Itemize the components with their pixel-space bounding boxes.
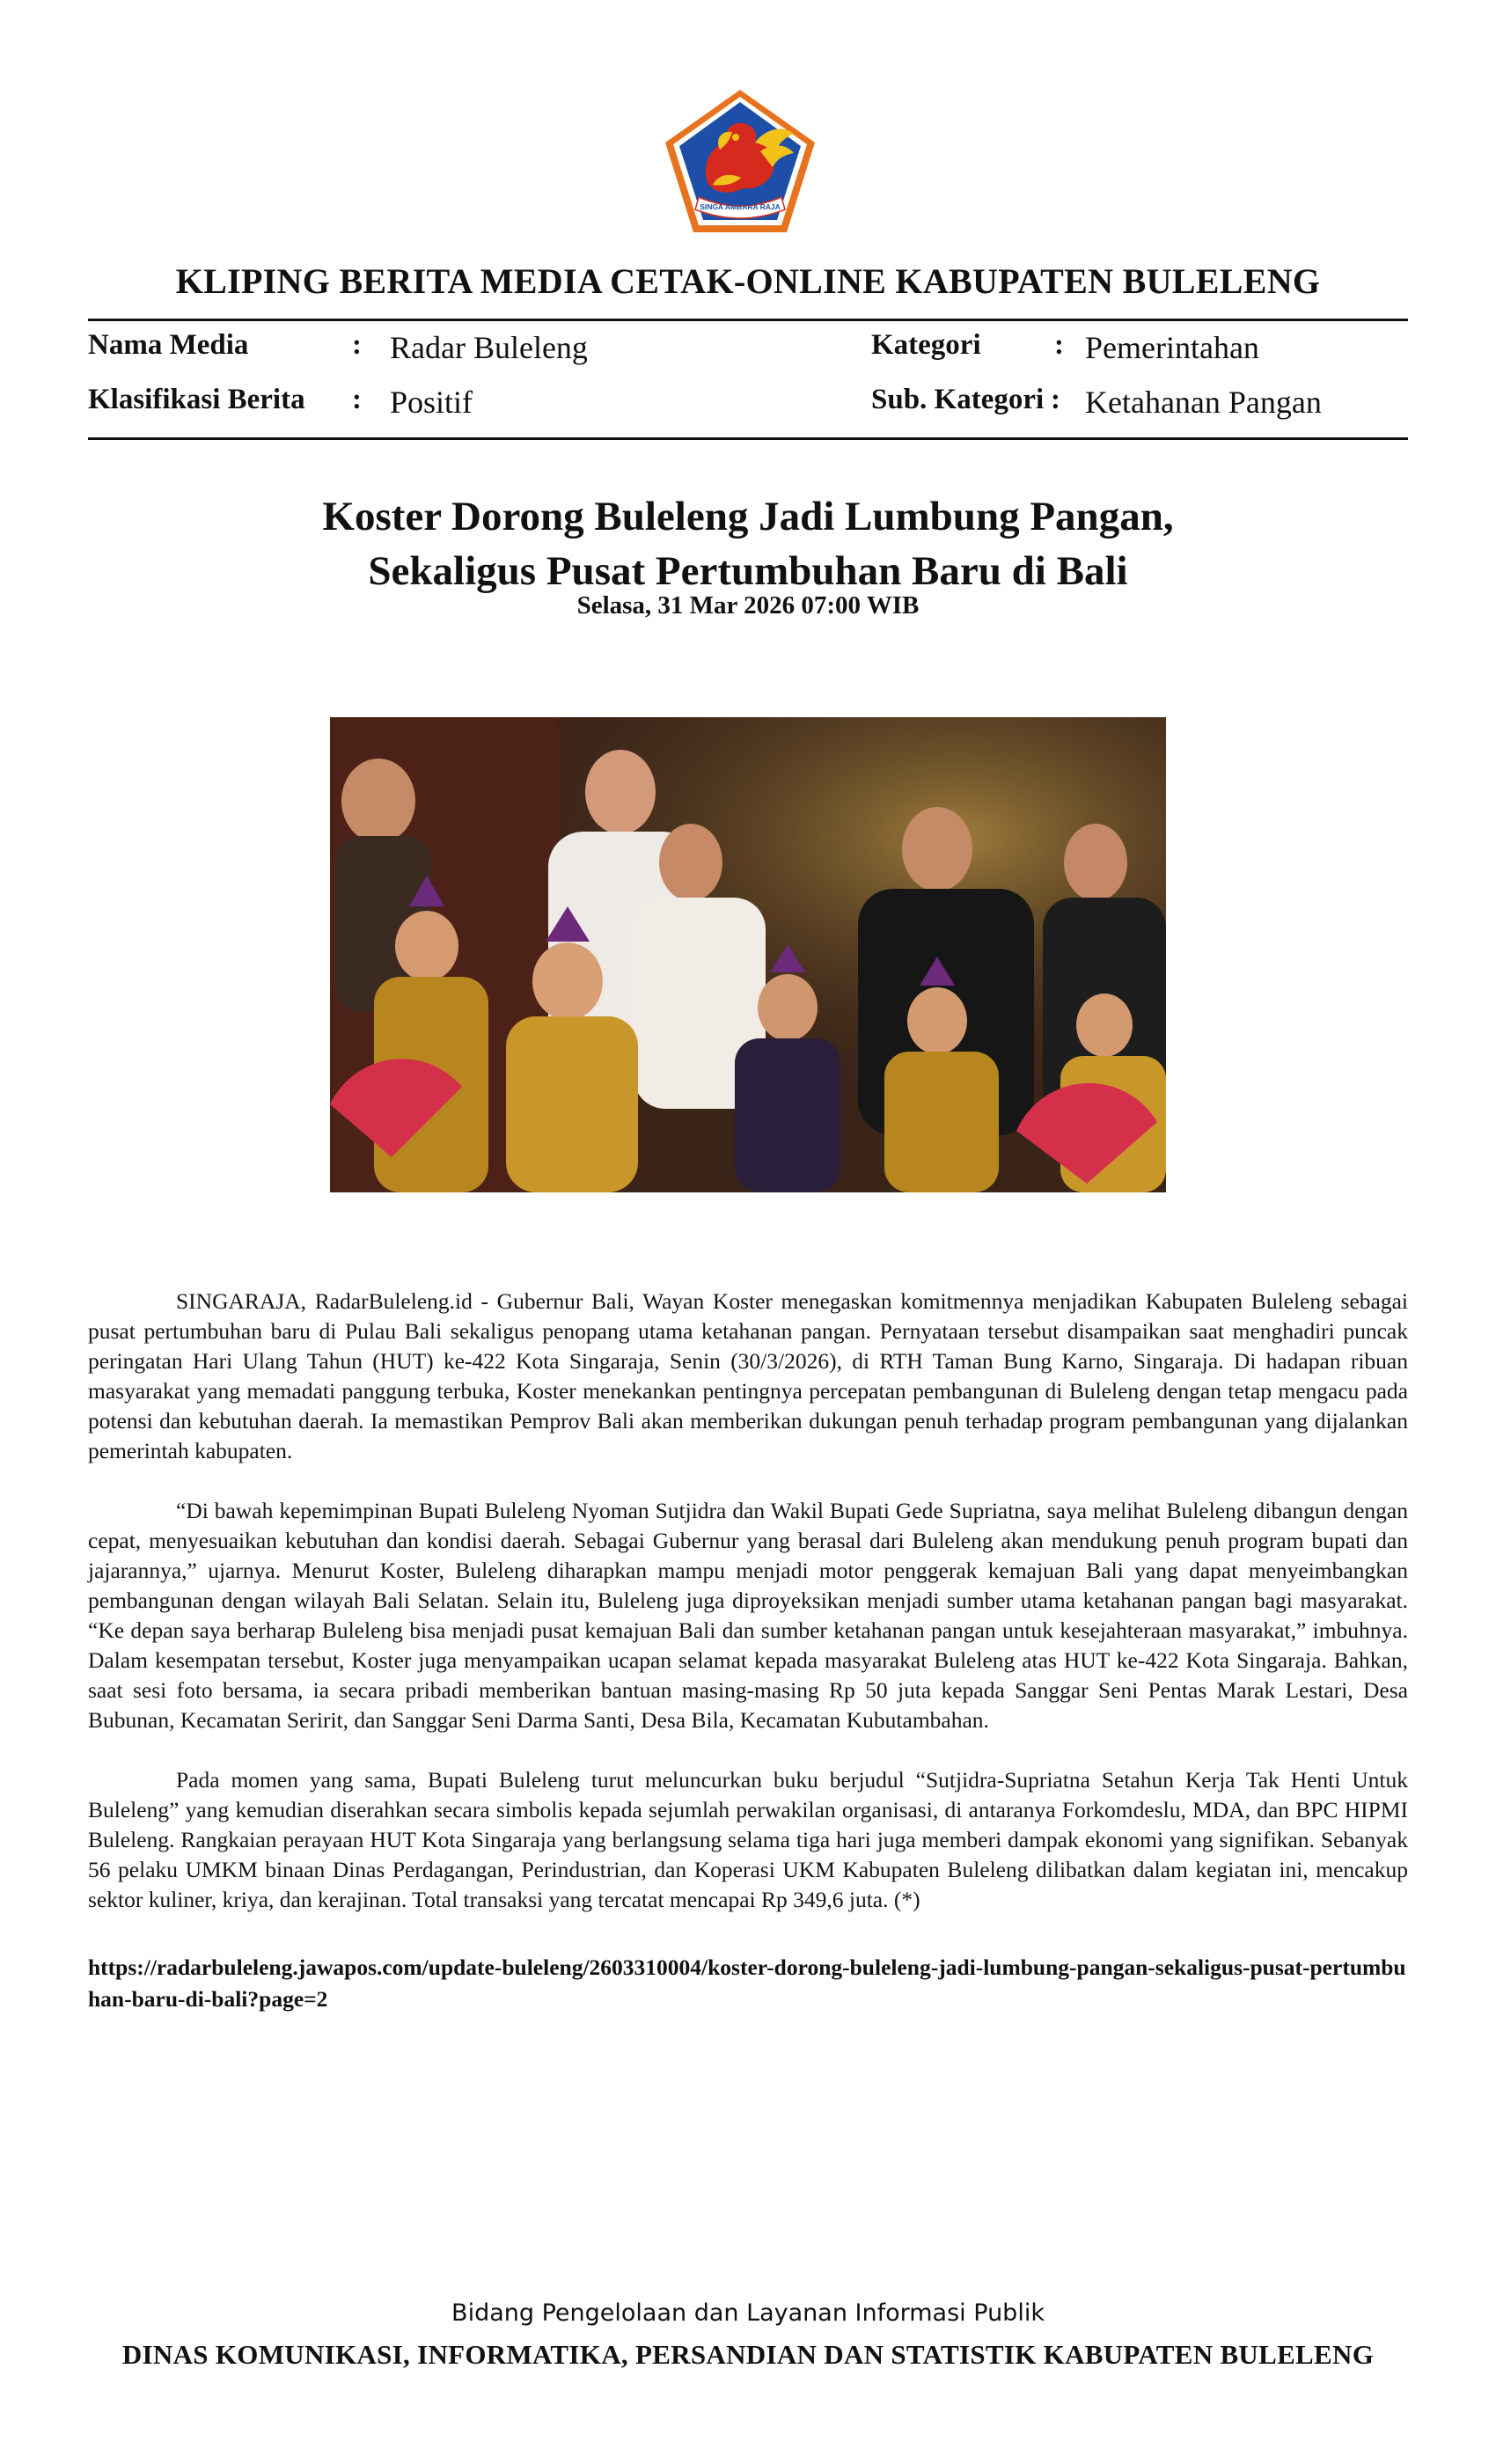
classification-colon: : xyxy=(352,384,362,415)
subcategory-colon: : xyxy=(1051,384,1060,415)
document-title: KLIPING BERITA MEDIA CETAK-ONLINE KABUPATEN BULELENG xyxy=(175,261,1321,301)
classification-value: Positif xyxy=(390,385,473,420)
subcategory-label: Sub. Kategori xyxy=(871,384,1045,415)
article-title-line1: Koster Dorong Buleleng Jadi Lumbung Pangan, xyxy=(322,494,1174,539)
media-colon: : xyxy=(352,329,362,361)
footer-division: Bidang Pengelolaan dan Layanan Informasi Publik xyxy=(451,2299,1045,2327)
category-label: Kategori xyxy=(871,329,981,361)
meta-row-classification xyxy=(88,382,1408,435)
logo-caption: SINGA AMBARA RAJA xyxy=(700,202,781,211)
meta-row-media xyxy=(88,327,1408,380)
article-date: Selasa, 31 Mar 2026 07:00 WIB xyxy=(576,591,920,620)
category-colon: : xyxy=(1054,329,1064,361)
article-body xyxy=(88,1287,1408,1945)
article-title-line2: Sekaligus Pusat Pertumbuhan Baru di Bali xyxy=(368,548,1128,594)
category-value: Pemerintahan xyxy=(1085,330,1259,365)
footer-agency: DINAS KOMUNIKASI, INFORMATIKA, PERSANDIAN DAN STATISTIK KABUPATEN BULELENG xyxy=(121,2339,1375,2370)
article-photo xyxy=(330,717,1166,1192)
singa-ambara-raja-logo xyxy=(662,86,818,236)
classification-label: Klasifikasi Berita xyxy=(88,384,305,415)
article-paragraph-2: “Di bawah kepemimpinan Bupati Buleleng Nyoman Sutjidra dan Wakil Bupati Gede Supriatna, saya melihat Buleleng dibangun dengan cepat, menyesuaikan kebutuhan dan kondisi daerah. Sebagai Gubernur yang berasal dari Buleleng akan mendukung penuh program bupati dan jajarannya,” ujarnya. Menurut Koster, Buleleng diharapkan mampu menjadi motor penggerak kemajuan Bali yang dapat menyeimbangkan pembangunan dengan wilayah Bali Selatan. Selain itu, Buleleng juga diproyeksikan menjadi sumber utama ketahanan pangan bagi masyarakat. “Ke depan saya berharap Buleleng bisa menjadi pusat kemajuan Bali dan sumber ketahanan pangan untuk kesejahteraan masyarakat,” imbuhnya. Dalam kesempatan tersebut, Koster juga menyampaikan ucapan selamat kepada masyarakat Buleleng atas HUT ke-422 Kota Singaraja. Bahkan, saat sesi foto bersama, ia secara pribadi memberikan bantuan masing-masing Rp 50 juta kepada Sanggar Seni Pentas Marak Lestari, Desa Bubunan, Kecamatan Seririt, dan Sanggar Seni Darma Santi, Desa Bila, Kecamatan Kubutambahan. xyxy=(88,1498,1408,1733)
article-paragraph-3: Pada momen yang sama, Bupati Buleleng turut meluncurkan buku berjudul “Sutjidra-Supriatna Setahun Kerja Tak Henti Untuk Buleleng” yang kemudian diserahkan secara simbolis kepada sejumlah perwakilan organisasi, di antaranya Forkomdeslu, MDA, dan BPC HIPMI Buleleng. Rangkaian perayaan HUT Kota Singaraja yang berlangsung selama tiga hari juga memberi dampak ekonomi yang signifikan. Sebanyak 56 pelaku UMKM binaan Dinas Perdagangan, Perindustrian, dan Koperasi UKM Kabupaten Buleleng dilibatkan dalam kegiatan ini, mencakup sektor kuliner, kriya, dan kerajinan. Total transaksi yang tercatat mencapai Rp 349,6 juta. (*) xyxy=(88,1767,1408,1912)
source-url-link[interactable]: https://radarbuleleng.jawapos.com/update-buleleng/2603310004/koster-dorong-buleleng-jadi-lumbung-pangan-sekaligus-pusat-pertumbuhan-baru-di-bali?page=2 xyxy=(88,1954,1406,2012)
article-title xyxy=(88,489,1408,598)
media-label: Nama Media xyxy=(88,329,249,361)
media-value: Radar Buleleng xyxy=(390,330,588,365)
article-paragraph-1: SINGARAJA, RadarBuleleng.id - Gubernur Bali, Wayan Koster menegaskan komitmennya menjadikan Kabupaten Buleleng sebagai pusat pertumbuhan baru di Pulau Bali sekaligus penopang utama ketahanan pangan. Pernyataan tersebut disampaikan saat menghadiri puncak peringatan Hari Ulang Tahun (HUT) ke-422 Kota Singaraja, Senin (30/3/2026), di RTH Taman Bung Karno, Singaraja. Di hadapan ribuan masyarakat yang memadati panggung terbuka, Koster menekankan pentingnya percepatan pembangunan di Buleleng dengan tetap mengacu pada potensi dan kebutuhan daerah. Ia memastikan Pemprov Bali akan memberikan dukungan penuh terhadap program pembangunan yang dijalankan pemerintah kabupaten. xyxy=(88,1288,1408,1463)
subcategory-value: Ketahanan Pangan xyxy=(1085,385,1322,420)
header-bottom-rule xyxy=(88,437,1408,440)
article-photo-illustration xyxy=(330,717,1166,1192)
header-top-rule xyxy=(88,319,1408,321)
